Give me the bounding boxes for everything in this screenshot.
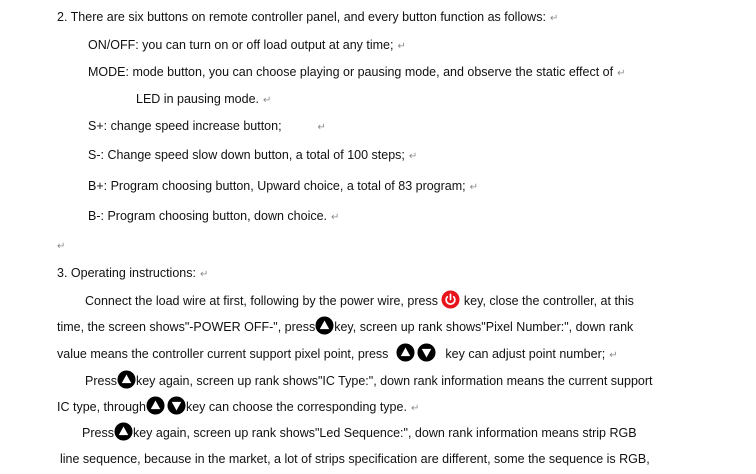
instruction-line-5: IC type, through key can choose the corresponding type. ↵ — [57, 396, 419, 418]
bplus-description: B+: Program choosing button, Upward choice, a total of 83 program; ↵ — [88, 179, 479, 193]
instruction-line-7: line sequence, because in the market, a lot of strips specification are different, some the sequence is RGB, — [60, 452, 650, 466]
up-arrow-icon — [146, 396, 165, 415]
instruction-line-3: value means the controller current support pixel point, press key can adjust point number; ↵ — [57, 343, 618, 365]
down-arrow-icon — [167, 396, 186, 415]
section-3-heading: 3. Operating instructions: ↵ — [57, 266, 209, 280]
instruction-line-2: time, the screen shows"-POWER OFF-", press key, screen up rank shows"Pixel Number:", down rank — [57, 316, 633, 336]
instruction-line-4: Press key again, screen up rank shows"IC Type:", down rank information means the current support — [85, 370, 653, 390]
down-arrow-icon — [417, 343, 436, 362]
empty-paragraph: ↵ — [57, 241, 66, 252]
mode-description: MODE: mode button, you can choose playing or pausing mode, and observe the static effect of ↵ — [88, 65, 626, 79]
mode-description-cont: LED in pausing mode. ↵ — [136, 92, 272, 106]
instruction-line-6: Press key again, screen up rank shows"Led Sequence:", down rank information means strip RGB — [82, 422, 637, 442]
instruction-line-1: Connect the load wire at first, following by the power wire, press key, close the controller, at this — [85, 290, 634, 310]
up-arrow-icon — [117, 370, 136, 389]
section-2-heading: 2. There are six buttons on remote controller panel, and every button function as follows: ↵ — [57, 10, 559, 24]
up-arrow-icon — [114, 422, 133, 441]
sminus-description: S-: Change speed slow down button, a total of 100 steps; ↵ — [88, 148, 418, 162]
up-arrow-icon — [396, 343, 415, 362]
splus-description: S+: change speed increase button; ↵ — [88, 119, 326, 133]
power-icon — [441, 290, 460, 309]
up-arrow-icon — [315, 316, 334, 335]
bminus-description: B-: Program choosing button, down choice. ↵ — [88, 209, 340, 223]
onoff-description: ON/OFF: you can turn on or off load output at any time; ↵ — [88, 38, 406, 52]
